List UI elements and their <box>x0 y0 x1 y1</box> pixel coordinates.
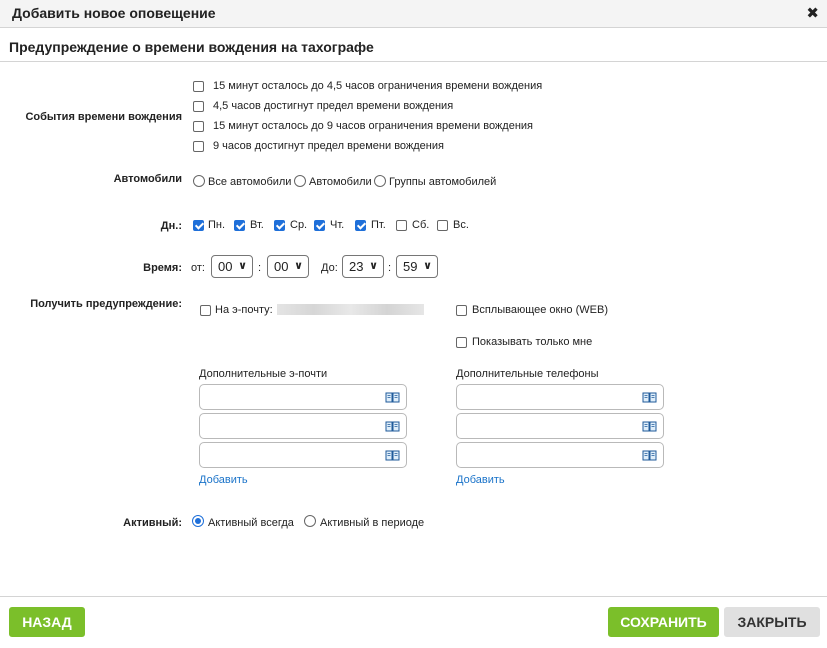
time-to-label: До: <box>321 262 338 274</box>
add-phone-link[interactable]: Добавить <box>456 474 505 486</box>
day-checkbox-wed[interactable] <box>274 220 285 231</box>
day-label-sun: Вс. <box>453 219 469 231</box>
to-hour-value: 23 <box>349 259 364 274</box>
vehicles-radio-all[interactable] <box>193 175 205 187</box>
vehicles-option-vehicles: Автомобили <box>309 176 372 188</box>
day-label-mon: Пн. <box>208 219 226 231</box>
extra-email-input-3[interactable] <box>199 442 407 468</box>
vehicles-option-all: Все автомобили <box>208 176 292 188</box>
day-label-fri: Пт. <box>371 219 386 231</box>
active-label: Активный: <box>123 517 182 529</box>
event-checkbox-3[interactable] <box>193 121 204 132</box>
day-label-wed: Ср. <box>290 219 308 231</box>
time-from-label: от: <box>191 262 205 274</box>
extra-email-input-1[interactable] <box>199 384 407 410</box>
save-button[interactable]: СОХРАНИТЬ <box>608 607 719 637</box>
vehicles-radio-groups[interactable] <box>374 175 386 187</box>
address-book-icon[interactable] <box>385 450 400 461</box>
event-checkbox-2[interactable] <box>193 101 204 112</box>
active-always-label: Активный всегда <box>208 517 294 529</box>
chevron-down-icon: ∨ <box>294 260 303 272</box>
address-book-icon[interactable] <box>642 450 657 461</box>
email-checkbox[interactable] <box>200 305 211 316</box>
from-hour-select[interactable] <box>211 255 253 278</box>
from-minute-value: 00 <box>274 259 289 274</box>
from-minute-select[interactable] <box>267 255 309 278</box>
vehicles-option-groups: Группы автомобилей <box>389 176 497 188</box>
address-book-icon[interactable] <box>642 421 657 432</box>
event-label-1: 15 минут осталось до 4,5 часов ограничения времени вождения <box>213 80 543 92</box>
days-label: Дн.: <box>160 220 182 232</box>
time-label: Время: <box>143 262 182 274</box>
day-checkbox-sat[interactable] <box>396 220 407 231</box>
close-icon[interactable]: ✖ <box>806 5 819 22</box>
only-me-option-label: Показывать только мне <box>472 336 593 348</box>
to-minute-select[interactable] <box>396 255 438 278</box>
subtitle-divider <box>0 61 827 62</box>
chevron-down-icon: ∨ <box>423 260 432 272</box>
page-title: Предупреждение о времени вождения на тахографе <box>9 39 374 55</box>
active-always-radio[interactable] <box>192 515 204 527</box>
vehicles-radio-vehicles[interactable] <box>294 175 306 187</box>
back-button[interactable]: НАЗАД <box>9 607 85 637</box>
day-checkbox-mon[interactable] <box>193 220 204 231</box>
address-book-icon[interactable] <box>385 421 400 432</box>
day-checkbox-tue[interactable] <box>234 220 245 231</box>
active-period-label: Активный в периоде <box>320 517 425 529</box>
time-separator: : <box>258 262 262 274</box>
extra-email-input-2[interactable] <box>199 413 407 439</box>
chevron-down-icon: ∨ <box>238 260 247 272</box>
popup-option-label: Всплывающее окно (WEB) <box>472 304 608 316</box>
vehicles-label: Автомобили <box>113 173 182 185</box>
address-book-icon[interactable] <box>385 392 400 403</box>
dialog-title: Добавить новое оповещение <box>12 5 216 21</box>
day-label-thu: Чт. <box>330 219 345 231</box>
popup-checkbox[interactable] <box>456 305 467 316</box>
day-checkbox-sun[interactable] <box>437 220 448 231</box>
day-label-sat: Сб. <box>412 219 430 231</box>
extra-phones-label: Дополнительные телефоны <box>456 368 599 380</box>
title-divider <box>0 27 827 28</box>
only-me-checkbox[interactable] <box>456 337 467 348</box>
day-checkbox-thu[interactable] <box>314 220 325 231</box>
extra-phone-input-2[interactable] <box>456 413 664 439</box>
event-checkbox-1[interactable] <box>193 81 204 92</box>
close-button[interactable]: ЗАКРЫТЬ <box>724 607 820 637</box>
day-label-tue: Вт. <box>250 219 264 231</box>
footer-divider <box>0 596 827 597</box>
extra-phone-input-3[interactable] <box>456 442 664 468</box>
add-email-link[interactable]: Добавить <box>199 474 248 486</box>
driving-events-label: События времени вождения <box>25 111 182 123</box>
to-minute-value: 59 <box>403 259 418 274</box>
event-checkbox-4[interactable] <box>193 141 204 152</box>
chevron-down-icon: ∨ <box>369 260 378 272</box>
day-checkbox-fri[interactable] <box>355 220 366 231</box>
to-hour-select[interactable] <box>342 255 384 278</box>
address-book-icon[interactable] <box>642 392 657 403</box>
from-hour-value: 00 <box>218 259 233 274</box>
event-label-4: 9 часов достигнут предел времени вождения <box>213 140 444 152</box>
extra-emails-label: Дополнительные э-почти <box>199 368 328 380</box>
email-option-label: На э-почту: <box>215 304 273 316</box>
event-label-3: 15 минут осталось до 9 часов ограничения времени вождения <box>213 120 534 132</box>
redacted-email <box>277 304 424 315</box>
time-separator: : <box>388 262 392 274</box>
active-period-radio[interactable] <box>304 515 316 527</box>
extra-phone-input-1[interactable] <box>456 384 664 410</box>
receive-label: Получить предупреждение: <box>30 298 182 310</box>
event-label-2: 4,5 часов достигнут предел времени вождения <box>213 100 454 112</box>
